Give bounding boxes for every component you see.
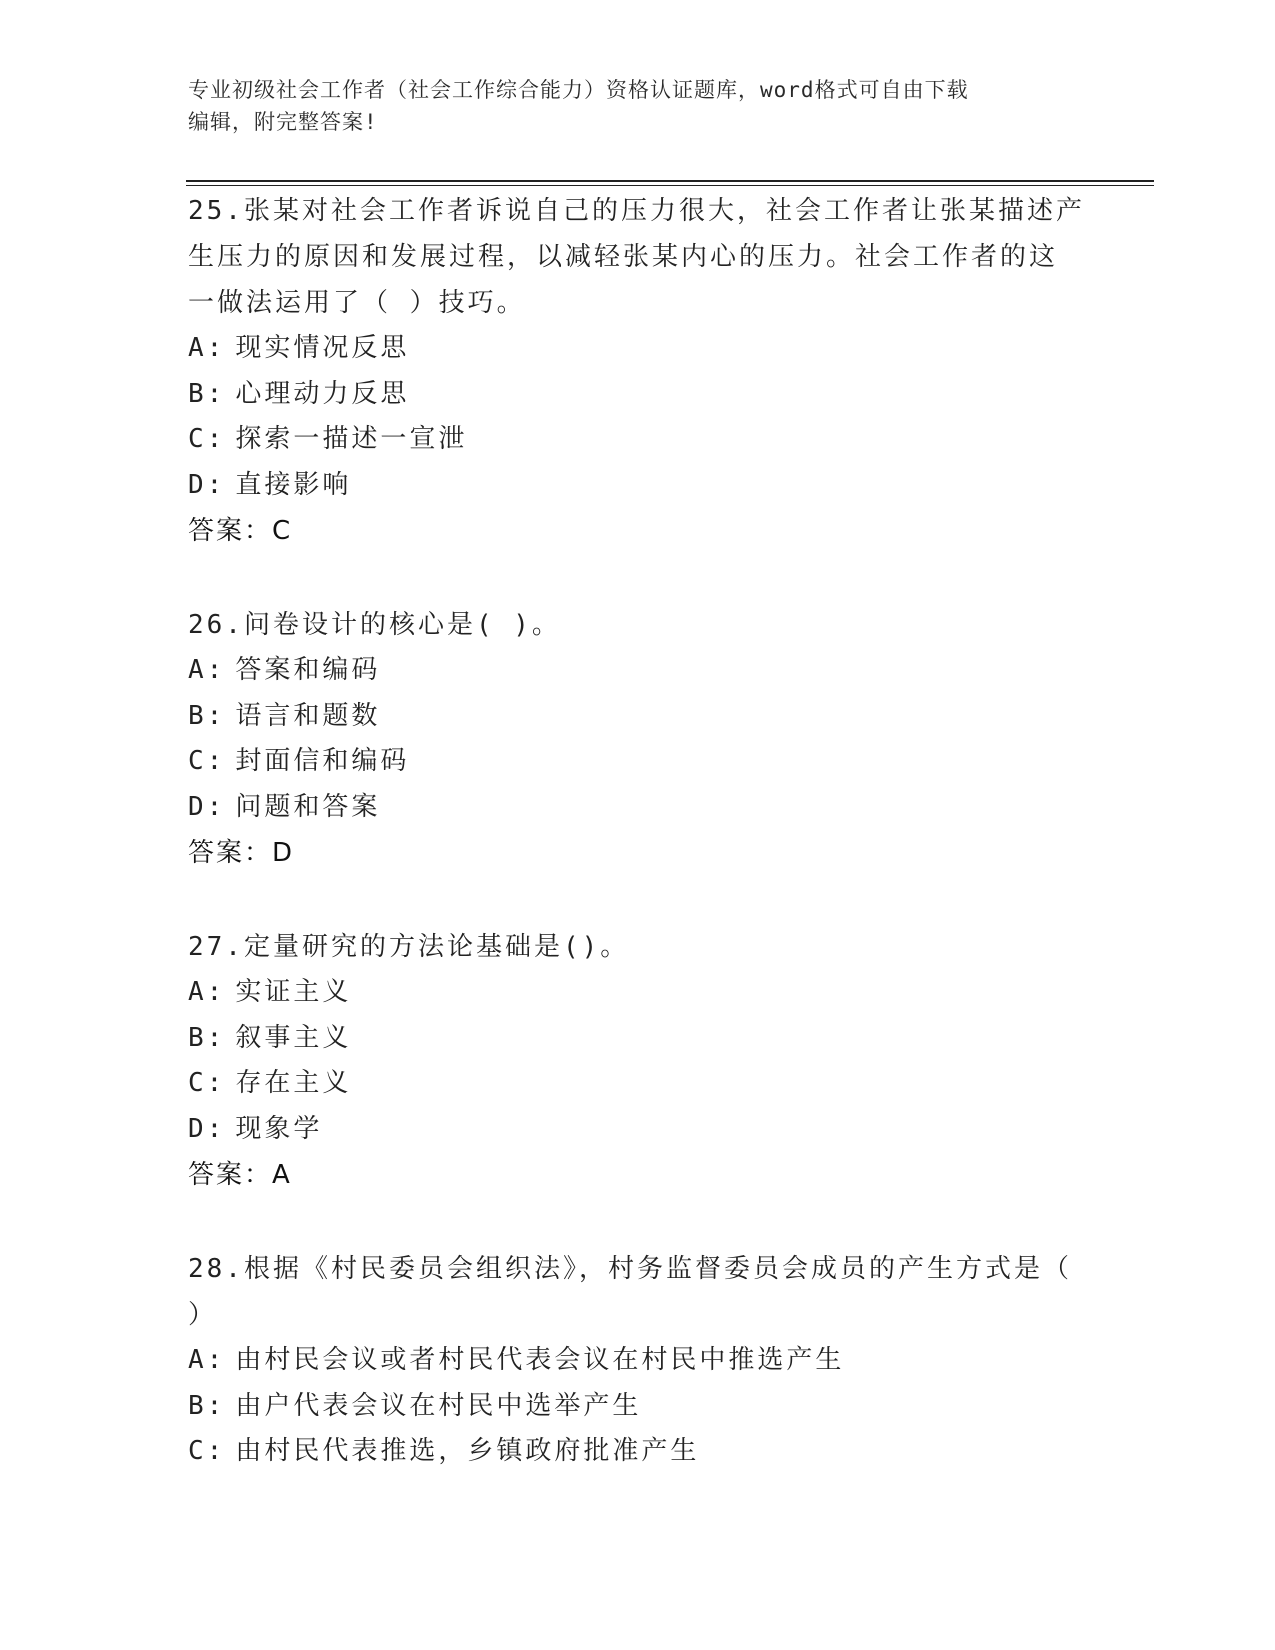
question-list bbox=[188, 188, 1088, 1523]
option-key: B: bbox=[188, 378, 226, 409]
option-key: C: bbox=[188, 746, 226, 776]
option-key: B: bbox=[188, 700, 226, 731]
answer-line: 答案：A bbox=[188, 1160, 292, 1190]
header-line-1: 专业初级社会工作者（社会工作综合能力）资格认证题库，word格式可自由下载 bbox=[188, 78, 969, 102]
option-a bbox=[188, 326, 1088, 372]
option-text: 现象学 bbox=[235, 1113, 323, 1144]
option-key: A: bbox=[188, 655, 226, 685]
option-key: C: bbox=[188, 1436, 226, 1466]
option-text: 探索一描述一宣泄 bbox=[235, 424, 468, 454]
question-stem-line: ） bbox=[188, 1300, 218, 1330]
option-d bbox=[188, 785, 1088, 831]
question-stem-line: 26.问卷设计的核心是( )。 bbox=[188, 610, 561, 640]
option-b bbox=[188, 694, 1088, 740]
option-c bbox=[188, 1429, 1088, 1475]
option-c bbox=[188, 1061, 1088, 1107]
option-text: 封面信和编码 bbox=[235, 746, 410, 776]
question-25 bbox=[188, 188, 1088, 554]
option-key: C: bbox=[188, 424, 226, 454]
option-key: B: bbox=[188, 1390, 226, 1421]
page-header bbox=[188, 74, 1088, 138]
option-key: D: bbox=[188, 791, 226, 822]
option-text: 存在主义 bbox=[235, 1068, 352, 1098]
question-27 bbox=[188, 924, 1088, 1198]
answer-line: 答案：D bbox=[188, 838, 295, 868]
question-stem-line: 一做法运用了（ ）技巧。 bbox=[188, 288, 526, 318]
option-c bbox=[188, 417, 1088, 463]
option-text: 由户代表会议在村民中选举产生 bbox=[235, 1390, 642, 1421]
option-d bbox=[188, 463, 1088, 509]
option-a bbox=[188, 648, 1088, 694]
option-text: 问题和答案 bbox=[235, 791, 381, 822]
option-text: 答案和编码 bbox=[235, 655, 381, 685]
option-a bbox=[188, 970, 1088, 1016]
option-text: 叙事主义 bbox=[235, 1022, 352, 1053]
question-stem-line: 27.定量研究的方法论基础是()。 bbox=[188, 932, 630, 962]
option-b bbox=[188, 1016, 1088, 1062]
option-text: 实证主义 bbox=[235, 977, 352, 1007]
option-key: A: bbox=[188, 333, 226, 363]
option-key: D: bbox=[188, 469, 226, 500]
option-key: C: bbox=[188, 1068, 226, 1098]
option-b bbox=[188, 1384, 1088, 1430]
option-c bbox=[188, 739, 1088, 785]
option-b bbox=[188, 372, 1088, 418]
question-28 bbox=[188, 1246, 1088, 1475]
option-key: A: bbox=[188, 1345, 226, 1375]
option-key: B: bbox=[188, 1022, 226, 1053]
option-key: D: bbox=[188, 1113, 226, 1144]
question-stem-line: 28.根据《村民委员会组织法》，村务监督委员会成员的产生方式是（ bbox=[188, 1254, 1072, 1284]
option-text: 直接影响 bbox=[235, 469, 352, 500]
question-stem-line: 生压力的原因和发展过程，以减轻张某内心的压力。社会工作者的这 bbox=[188, 242, 1059, 272]
header-divider-thin bbox=[186, 185, 1154, 186]
option-a bbox=[188, 1338, 1088, 1384]
option-text: 心理动力反思 bbox=[235, 378, 410, 409]
option-d bbox=[188, 1107, 1088, 1153]
header-divider-thick bbox=[186, 180, 1154, 182]
option-text: 语言和题数 bbox=[235, 700, 381, 731]
question-26 bbox=[188, 602, 1088, 876]
answer-line: 答案：C bbox=[188, 516, 293, 546]
header-line-2: 编辑，附完整答案! bbox=[188, 110, 378, 134]
option-text: 现实情况反思 bbox=[235, 333, 410, 363]
option-text: 由村民会议或者村民代表会议在村民中推选产生 bbox=[235, 1345, 845, 1375]
question-stem-line: 25.张某对社会工作者诉说自己的压力很大，社会工作者让张某描述产 bbox=[188, 196, 1085, 226]
option-key: A: bbox=[188, 977, 226, 1007]
option-text: 由村民代表推选，乡镇政府批准产生 bbox=[235, 1436, 700, 1466]
